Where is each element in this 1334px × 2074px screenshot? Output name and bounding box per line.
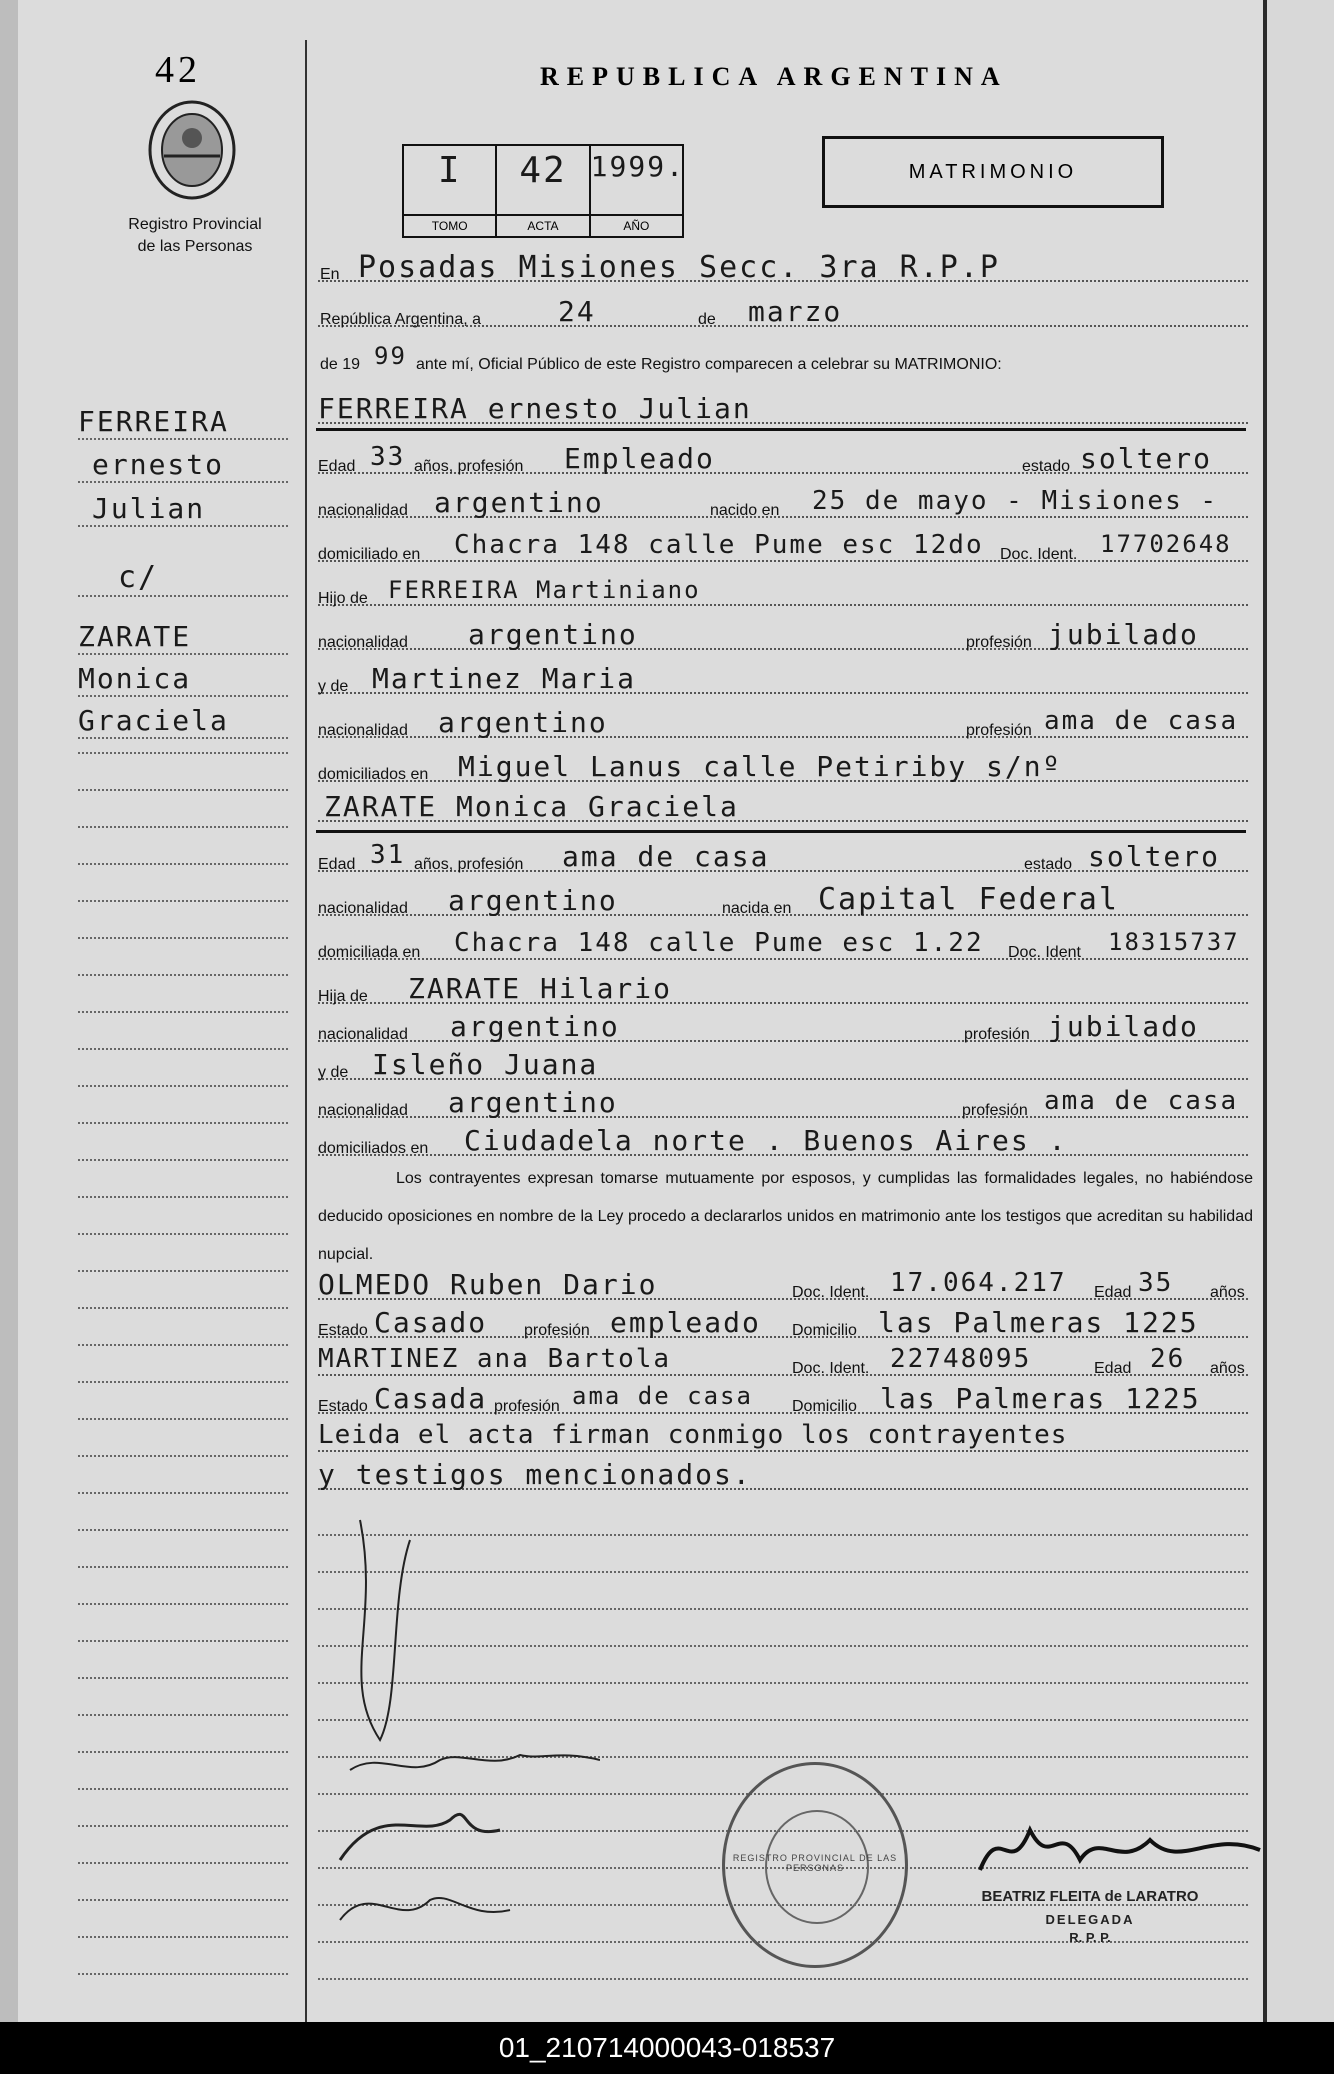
groom-mother-profession: ama de casa <box>1044 706 1239 736</box>
profesion-label: profesión <box>962 1102 1028 1119</box>
officer-title: DELEGADA <box>1045 1912 1135 1927</box>
side-name-line2: ernesto <box>78 448 288 483</box>
bride-address: Chacra 148 calle Pume esc 1.22 <box>454 928 984 958</box>
bride-age: 31 <box>370 840 406 870</box>
registry-title <box>110 214 280 258</box>
witness1-age: 35 <box>1138 1268 1174 1298</box>
groom-nationality: argentino <box>434 486 604 519</box>
bride-status: soltero <box>1088 840 1221 873</box>
row-witness2 <box>318 1344 1248 1382</box>
anos-label: años <box>1210 1360 1245 1377</box>
domiciliados-label: domiciliados en <box>318 766 429 783</box>
groom-mother: Martinez Maria <box>372 662 637 695</box>
nacionalidad-label: nacionalidad <box>318 1102 408 1119</box>
separator-line <box>316 830 1246 833</box>
signatures-icon <box>320 1500 600 1940</box>
domicilio-label: Domicilio <box>792 1398 857 1415</box>
groom-age: 33 <box>370 442 406 472</box>
bride-doc: 18315737 <box>1108 928 1240 956</box>
officer-name: BEATRIZ FLEITA de LARATRO <box>981 1888 1199 1905</box>
profesion-label: profesión <box>524 1322 590 1339</box>
row-date <box>318 295 1248 333</box>
edad-label: Edad <box>1094 1360 1132 1377</box>
row-groom-address <box>318 530 1248 568</box>
profesion-label: profesión <box>966 634 1032 651</box>
ruled-line <box>78 1936 288 1938</box>
groom-status: soltero <box>1080 442 1213 475</box>
witness1-name: OLMEDO Ruben Dario <box>318 1268 658 1301</box>
record-id-table <box>402 144 684 238</box>
nacionalidad-label: nacionalidad <box>318 502 408 519</box>
groom-father-nationality: argentino <box>468 618 638 651</box>
officer-sub: R. P. P. <box>1069 1930 1111 1945</box>
bride-mother: Isleño Juana <box>372 1048 599 1081</box>
side-name-line5: ZARATE <box>78 620 288 655</box>
closing-line1: Leida el acta firman conmigo los contrayentes <box>318 1420 1068 1450</box>
groom-address: Chacra 148 calle Pume esc 12do <box>454 530 984 560</box>
row-groom-nationality <box>318 486 1248 524</box>
ruled-line <box>78 1492 288 1494</box>
edad-label: Edad <box>318 856 356 873</box>
ano-label: AÑO <box>591 214 682 236</box>
groom-profession: Empleado <box>564 442 715 475</box>
page-number: 42 <box>155 49 201 91</box>
tomo-label: TOMO <box>404 214 495 236</box>
ruled-line <box>78 1418 288 1420</box>
registry-line1: Registro Provincial <box>128 216 262 233</box>
row-groom-age <box>318 442 1248 480</box>
witness1-address: las Palmeras 1225 <box>878 1306 1199 1339</box>
profesion-label: años, profesión <box>414 856 524 873</box>
ruled-line <box>78 1529 288 1531</box>
year-prefix: de 19 <box>320 356 361 373</box>
hija-label: Hija de <box>318 988 368 1005</box>
place-value: Posadas Misiones Secc. 3ra R.P.P <box>358 250 1000 285</box>
domicilio-label: domiciliado en <box>318 546 421 563</box>
nacionalidad-label: nacionalidad <box>318 634 408 651</box>
en-label: En <box>320 266 340 283</box>
row-bride-mother <box>318 1048 1248 1086</box>
estado-label: estado <box>1022 458 1071 475</box>
nacionalidad-label: nacionalidad <box>318 900 408 917</box>
side-name-line7: Graciela <box>78 704 288 739</box>
groom-father: FERREIRA Martiniano <box>388 576 701 604</box>
ruled-line <box>78 1307 288 1309</box>
footer-id: 01_210714000043-018537 <box>0 2022 1334 2074</box>
doc-label: Doc. Ident. <box>792 1284 870 1301</box>
acta-cell <box>497 146 590 236</box>
row-place <box>318 250 1248 288</box>
side-name-line1: FERREIRA <box>78 405 288 440</box>
ruled-line <box>78 1122 288 1124</box>
witness2-name: MARTINEZ ana Bartola <box>318 1344 672 1374</box>
registry-line2: de las Personas <box>137 238 253 255</box>
official-stamp <box>722 1762 908 1968</box>
estado-label: Estado <box>318 1398 368 1415</box>
acta-label: ACTA <box>497 214 588 236</box>
ruled-line <box>78 1566 288 1568</box>
row-bride-father-details <box>318 1010 1248 1048</box>
ruled-line <box>78 789 288 791</box>
ruled-line <box>78 1085 288 1087</box>
domiciliados-label: domiciliados en <box>318 1140 429 1157</box>
ruled-line <box>78 900 288 902</box>
ruled-line <box>78 1011 288 1013</box>
acta-value: 42 <box>519 150 567 191</box>
bride-name: ZARATE Monica Graciela <box>324 790 739 823</box>
doc-label: Doc. Ident. <box>1000 546 1078 563</box>
row-closing2 <box>318 1458 1248 1496</box>
ruled-line <box>78 1899 288 1901</box>
ruled-line <box>78 1825 288 1827</box>
officer-signature-icon <box>970 1810 1280 1890</box>
nacionalidad-label: nacionalidad <box>318 722 408 739</box>
witness2-doc: 22748095 <box>890 1344 1032 1374</box>
profesion-label: profesión <box>966 722 1032 739</box>
document-type-box: MATRIMONIO <box>822 136 1164 208</box>
ruled-line <box>78 863 288 865</box>
ruled-line <box>78 937 288 939</box>
page-edge <box>0 0 18 2022</box>
ruled-line <box>78 1270 288 1272</box>
ruled-line <box>78 1714 288 1716</box>
bride-profession: ama de casa <box>562 840 770 873</box>
edad-label: Edad <box>1094 1284 1132 1301</box>
row-groom-father-details <box>318 618 1248 656</box>
row-closing1 <box>318 1420 1248 1458</box>
closing-line2: y testigos mencionados. <box>318 1458 752 1491</box>
side-name-line4: c/ <box>78 560 288 597</box>
bride-birthplace: Capital Federal <box>818 882 1119 917</box>
month-value: marzo <box>748 295 843 328</box>
row-intro <box>318 340 1248 378</box>
bride-mother-nationality: argentino <box>448 1086 618 1119</box>
de-label: de <box>698 311 716 328</box>
row-bride-name <box>318 790 1248 828</box>
ruled-line <box>78 1640 288 1642</box>
row-groom-parents-address <box>318 750 1248 788</box>
profesion-label: profesión <box>494 1398 560 1415</box>
domicilio-label: Domicilio <box>792 1322 857 1339</box>
row-bride-age <box>318 840 1248 878</box>
ruled-line <box>78 826 288 828</box>
domicilio-label: domiciliada en <box>318 944 421 961</box>
row-witness2-details <box>318 1382 1248 1420</box>
ruled-line <box>78 1751 288 1753</box>
groom-father-profession: jubilado <box>1048 618 1199 651</box>
ruled-line <box>78 1344 288 1346</box>
day-value: 24 <box>558 295 596 328</box>
column-divider <box>305 40 307 2030</box>
row-bride-nationality <box>318 884 1248 922</box>
yde-label: y de <box>318 678 349 695</box>
row-bride-mother-details <box>318 1086 1248 1124</box>
row-bride-address <box>318 928 1248 966</box>
ruled-line <box>78 1196 288 1198</box>
edad-label: Edad <box>318 458 356 475</box>
ano-cell <box>590 146 685 236</box>
row-groom-father <box>318 574 1248 612</box>
nacida-label: nacida en <box>722 900 792 917</box>
profesion-label: años, profesión <box>414 458 524 475</box>
hijo-label: Hijo de <box>318 590 368 607</box>
bride-father: ZARATE Hilario <box>408 972 673 1005</box>
groom-birthplace: 25 de mayo - Misiones - <box>812 486 1219 516</box>
bride-nationality: argentino <box>448 884 618 917</box>
ano-value: 1999. <box>590 150 685 183</box>
witness1-doc: 17.064.217 <box>890 1268 1067 1298</box>
yde-label: y de <box>318 1064 349 1081</box>
separator-line <box>316 428 1246 431</box>
profesion-label: profesión <box>964 1026 1030 1043</box>
nacionalidad-label: nacionalidad <box>318 1026 408 1043</box>
year-value: 99 <box>374 342 407 370</box>
groom-doc: 17702648 <box>1100 530 1232 558</box>
witness1-status: Casado <box>374 1306 488 1339</box>
ruled-line <box>78 1381 288 1383</box>
witness2-profession: ama de casa <box>572 1382 753 1410</box>
row-groom-mother-details <box>318 706 1248 744</box>
ruled-line <box>78 752 288 754</box>
groom-mother-nationality: argentino <box>438 706 608 739</box>
row-groom-name <box>318 392 1248 430</box>
ruled-line <box>318 1978 1248 1980</box>
row-groom-mother <box>318 662 1248 700</box>
nacido-label: nacido en <box>710 502 780 519</box>
groom-parents-address: Miguel Lanus calle Petiriby s/nº <box>458 750 1062 783</box>
ruled-line <box>78 1455 288 1457</box>
bride-parents-address: Ciudadela norte . Buenos Aires . <box>464 1124 1068 1157</box>
witness2-status: Casada <box>374 1382 488 1415</box>
ruled-line <box>78 1862 288 1864</box>
ruled-line <box>78 1159 288 1161</box>
anos-label: años <box>1210 1284 1245 1301</box>
row-bride-parents-address <box>318 1124 1248 1162</box>
witness2-age: 26 <box>1150 1344 1186 1374</box>
groom-name: FERREIRA ernesto Julian <box>318 392 752 425</box>
bride-father-nationality: argentino <box>450 1010 620 1043</box>
ruled-line <box>78 1603 288 1605</box>
declaration-text: Los contrayentes expresan tomarse mutuamente por esposos, y cumplidas las formalidades legales, no habiéndose deducido oposiciones en nombre de la Ley procedo a declararlos unidos en matrimonio ante los testigos que acreditan su habilidad nupcial. <box>318 1170 1253 1263</box>
doc-label: Doc. Ident <box>1008 944 1081 961</box>
tomo-cell <box>404 146 497 236</box>
stamp-text: REGISTRO PROVINCIAL DE LAS PERSONAS <box>732 1853 898 1873</box>
witness1-profession: empleado <box>610 1306 761 1339</box>
row-witness1-details <box>318 1306 1248 1344</box>
bride-father-profession: jubilado <box>1048 1010 1199 1043</box>
ruled-line <box>78 1233 288 1235</box>
ruled-line <box>78 1788 288 1790</box>
ruled-line <box>78 974 288 976</box>
ruled-line <box>78 1048 288 1050</box>
row-witness1 <box>318 1268 1248 1306</box>
country-title: REPUBLICA ARGENTINA <box>540 62 1008 91</box>
bride-mother-profession: ama de casa <box>1044 1086 1239 1116</box>
witness2-address: las Palmeras 1225 <box>880 1382 1201 1415</box>
republica-label: República Argentina, a <box>320 311 481 328</box>
tomo-value: I <box>437 150 462 191</box>
estado-label: estado <box>1024 856 1073 873</box>
ruled-line <box>78 1973 288 1975</box>
coat-of-arms-icon <box>142 96 242 204</box>
side-name-line6: Monica <box>78 662 288 697</box>
side-name-line3: Julian <box>78 492 288 527</box>
doc-label: Doc. Ident. <box>792 1360 870 1377</box>
estado-label: Estado <box>318 1322 368 1339</box>
row-bride-father <box>318 972 1248 1010</box>
ruled-line <box>78 1677 288 1679</box>
intro-text: ante mí, Oficial Público de este Registro comparecen a celebrar su MATRIMONIO: <box>416 356 1002 373</box>
